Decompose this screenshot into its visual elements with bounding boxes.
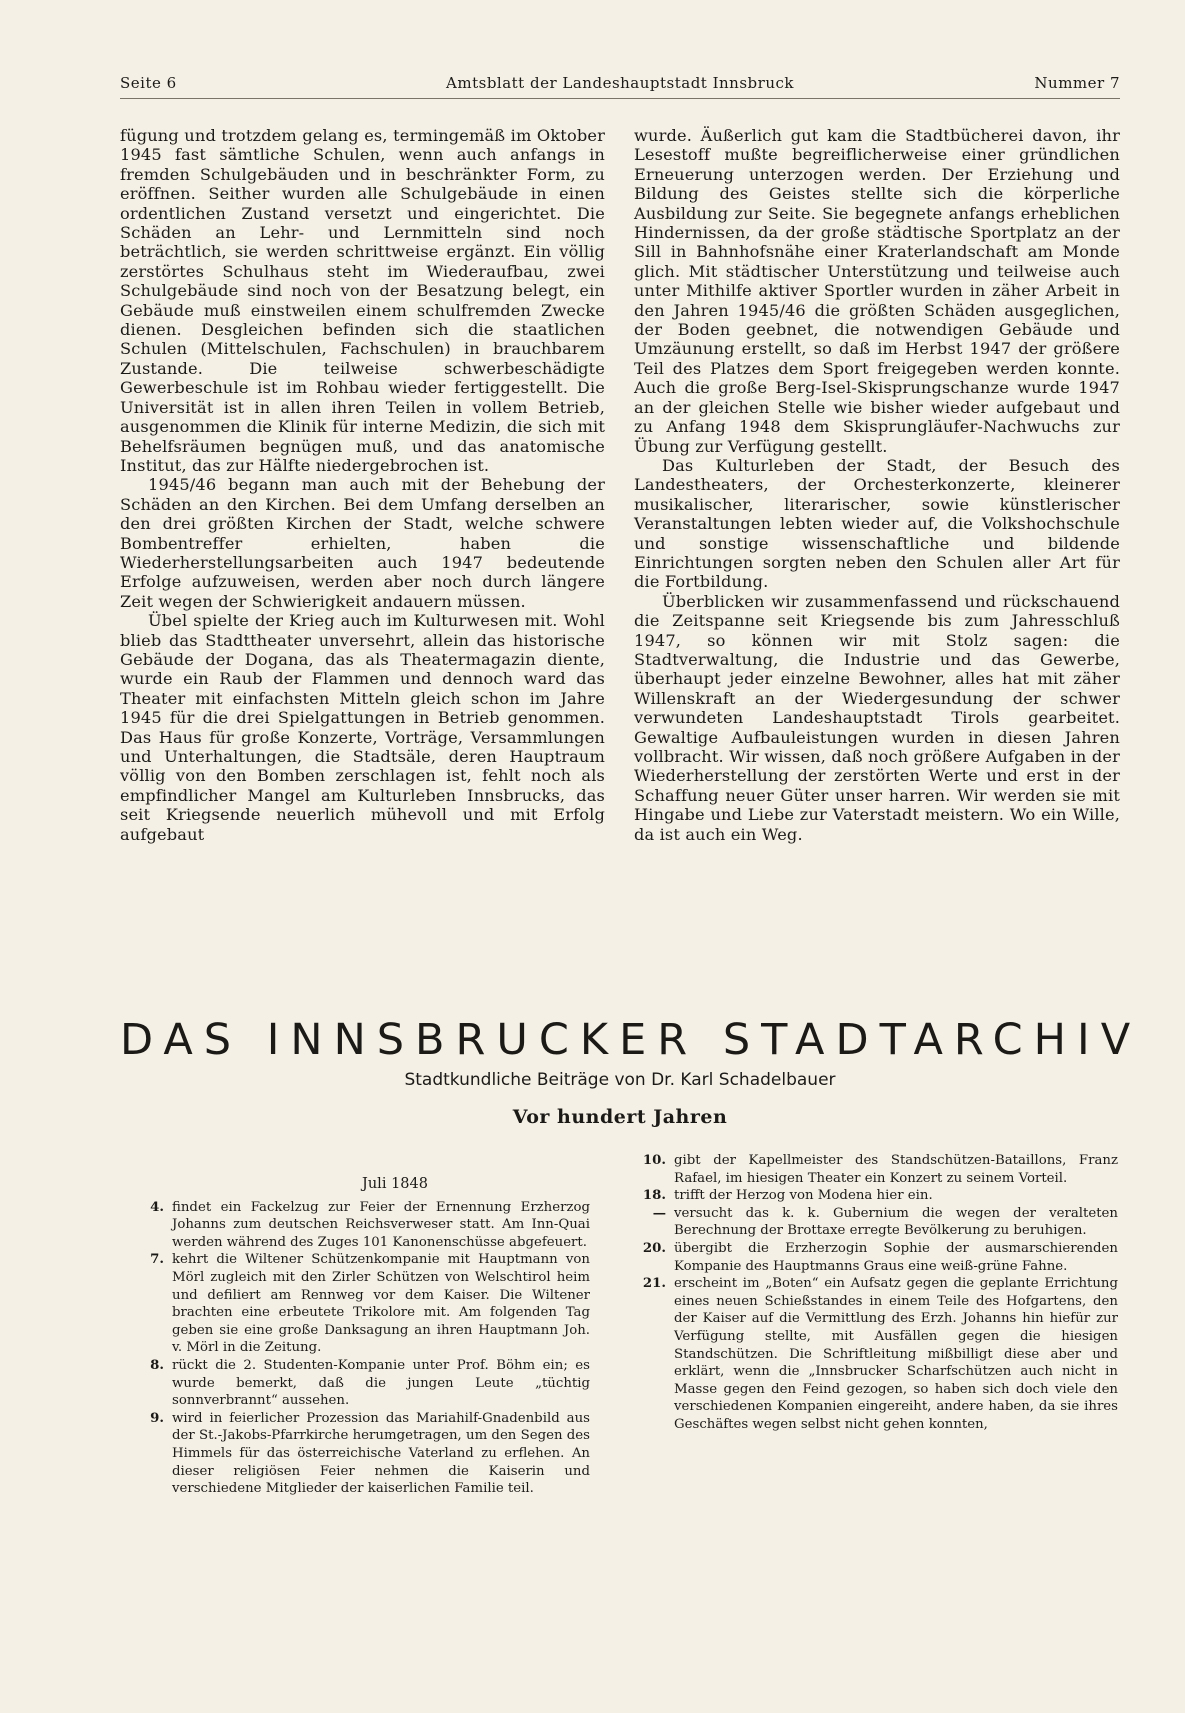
article-paragraph: Übel spielte der Krieg auch im Kulturwesen mit. Wohl blieb das Stadttheater unversehrt, allein das historische Gebäude der Dogana, das als Theatermagazin diente, wurde ein Raub der Flammen und dennoch ward das Theater mit einfachsten Mitteln gleich schon im Jahre 1945 für die drei Spielgattungen in Betrieb genommen. Das Haus für große Konzerte, Vorträge, Versammlungen und Unterhaltungen, die Stadtsäle, deren Hauptraum völlig von den Bomben zerschlagen ist, fehlt noch als empfindlicher Mangel am Kulturleben Innsbrucks, das seit Kriegsende neuerlich mühevoll und mit Erfolg aufgebaut xyxy=(120,611,605,844)
article-column-left xyxy=(120,126,605,844)
issue-number: Nummer 7 xyxy=(1034,74,1120,92)
entry-day: 8. xyxy=(150,1357,164,1373)
article-paragraph: Das Kulturleben der Stadt, der Besuch des Landestheaters, der Orchesterkonzerte, kleinerer musikalischer, literarischer, sowie künstlerischer Veranstaltungen lebten wieder auf, die Volkshochschule und sonstige wissenschaftliche und bildende Einrichtungen sorgten neben den Schulen aller Art für die Fortbildung. xyxy=(634,455,1120,592)
publication-title: Amtsblatt der Landeshauptstadt Innsbruck xyxy=(446,74,794,92)
entry-text: erscheint im „Boten“ ein Aufsatz gegen die geplante Errichtung eines neuen Schießstandes in einem Teile des Hofgartens, den der Kaiser auf die Vermittlung des Erzh. Johanns hin hiefür zur Verfügung stellte, mit Ausfällen gegen die hiesigen Standschützen. Die Schriftleitung mißbilligt diese aber und erklärt, wenn die „Innsbrucker Scharfschützen auch nicht in Masse gegen den Feind gezogen, so haben sich doch viele den verschiedenen Kompanien eingereiht, andere haben, da sie ihres Geschäftes wegen selbst nicht gehen konnten, xyxy=(674,1276,1118,1432)
entry-text: kehrt die Wiltener Schützenkompanie mit Hauptmann von Mörl zugleich mit den Zirler Schützen von Welschtirol heim und defiliert am Rennweg vor dem Kaiser. Die Wiltener brachten eine erbeutete Trikolore mit. Am folgenden Tag geben sie eine große Danksagung an ihren Hauptmann Joh. v. Mörl in die Zeitung. xyxy=(172,1252,590,1356)
chronicle-entry xyxy=(642,1152,1118,1187)
article-paragraph: fügung und trotzdem gelang es, termingemäß im Oktober 1945 fast sämtliche Schulen, wenn auch anfangs in fremden Schulgebäuden und in beschränkter Form, zu eröffnen. Seither wurden alle Schulgebäude in einen ordentlichen Zustand versetzt und eingerichtet. Die Schäden an Lehr- und Lernmitteln sind noch beträchtlich, sie werden schrittweise ergänzt. Ein völlig zerstörtes Schulhaus steht im Wiederaufbau, zwei Schulgebäude sind noch von der Besatzung belegt, ein Gebäude muß einstweilen einem schulfremden Zwecke dienen. Desgleichen befinden sich die staatlichen Schulen (Mittelschulen, Fachschulen) in brauchbarem Zustande. Die teilweise schwerbeschädigte Gewerbeschule ist im Rohbau wieder fertiggestellt. Die Universität ist in allen ihren Teilen in vollem Betrieb, ausgenommen die Klinik für interne Medizin, die sich mit Behelfsräumen begnügen muß, und das anatomische Institut, das zur Hälfte niedergebrochen ist. xyxy=(120,126,605,475)
chronicle-entry xyxy=(642,1275,1118,1433)
chronicle-entry xyxy=(642,1187,1118,1205)
article-paragraph: Überblicken wir zusammenfassend und rückschauend die Zeitspanne seit Kriegsende bis zum Jahresschluß 1947, so können wir mit Stolz sagen: die Stadtverwaltung, die Industrie und das Gewerbe, überhaupt jeder einzelne Bewohner, alles hat mit zäher Willenskraft an der Wiedergesundung der schwer verwundeten Landeshauptstadt Tirols gearbeitet. Gewaltige Aufbauleistungen wurden in diesen Jahren vollbracht. Wir wissen, daß noch größere Aufgaben in der Wiederherstellung der zerstörten Werte und erst in der Schaffung neuer Güter unser harren. Wir werden sie mit Hingabe und Liebe zur Vaterstadt meistern. Wo ein Wille, da ist auch ein Weg. xyxy=(634,591,1120,844)
chronicle-entry xyxy=(642,1205,1118,1240)
entry-day: 21. xyxy=(642,1276,666,1292)
header-rule xyxy=(120,98,1120,99)
article-paragraph: wurde. Äußerlich gut kam die Stadtbücherei davon, ihr Lesestoff mußte begreiflicherweise einer gründlichen Erneuerung unterzogen werden. Der Erziehung und Bildung des Geistes stellte sich die körperliche Ausbildung zur Seite. Sie begegnete anfangs erheblichen Hindernissen, da der große städtische Sportplatz an der Sill in Bahnhofsnähe einer Kraterlandschaft am Monde glich. Mit städtischer Unterstützung und teilweise auch unter Mithilfe aktiver Sportler wurden in zäher Arbeit in den Jahren 1945/46 die größten Schäden ausgeglichen, der Boden geebnet, die notwendigen Gebäude und Umzäunung erstellt, so daß im Herbst 1947 der größere Teil des Platzes dem Sport freigegeben werden konnte. Auch die große Berg-Isel-Skisprungschanze wurde 1947 an der gleichen Stelle wie bisher wieder aufgebaut und zu Anfang 1948 dem Skisprungläufer-Nachwuchs zur Übung zur Verfügung gestellt. xyxy=(634,126,1120,456)
section-heading: Vor hundert Jahren xyxy=(512,1106,728,1128)
entry-text: trifft der Herzog von Modena hier ein. xyxy=(674,1188,933,1204)
page-number: Seite 6 xyxy=(120,74,177,92)
entry-day: 9. xyxy=(150,1410,164,1426)
chronicle-entry xyxy=(140,1410,590,1498)
entry-day: 18. xyxy=(642,1188,666,1204)
archive-subtitle: Stadtkundliche Beiträge von Dr. Karl Schadelbauer xyxy=(404,1070,836,1090)
month-heading: Juli 1848 xyxy=(362,1176,428,1192)
chronicle-entry xyxy=(140,1251,590,1357)
page-header xyxy=(120,74,1120,96)
entry-day: 4. xyxy=(150,1199,164,1215)
entry-text: findet ein Fackelzug zur Feier der Ernennung Erzherzog Johanns zum deutschen Reichsverweser statt. Am Inn-Quai werden während des Zuges 101 Kanonenschüsse abgefeuert. xyxy=(172,1199,590,1250)
entry-text: gibt der Kapellmeister des Standschützen-Bataillons, Franz Rafael, im hiesigen Theater ein Konzert zu seinem Vorteil. xyxy=(674,1153,1118,1186)
chronicle-entry xyxy=(642,1240,1118,1275)
chronicle-entry xyxy=(140,1199,590,1252)
article-column-right xyxy=(634,126,1120,844)
entry-text: übergibt die Erzherzogin Sophie der ausmarschierenden Kompanie des Hauptmanns Graus eine weiß-grüne Fahne. xyxy=(674,1240,1118,1274)
chronicle-column-right xyxy=(642,1152,1118,1434)
entry-day: 7. xyxy=(150,1252,164,1268)
entry-text: rückt die 2. Studenten-Kompanie unter Prof. Böhm ein; es wurde bemerkt, daß die jungen Leute „tüchtig sonnverbrannt“ aussehen. xyxy=(172,1357,590,1409)
entry-day: 20. xyxy=(642,1240,666,1256)
chronicle-entry xyxy=(140,1357,590,1410)
chronicle-column-left xyxy=(140,1176,590,1498)
article-paragraph: 1945/46 begann man auch mit der Behebung der Schäden an den Kirchen. Bei dem Umfang derselben an den drei größten Kirchen der Stadt, welche schwere Bombentreffer erhielten, haben die Wiederherstellungsarbeiten auch 1947 bedeutende Erfolge aufzuweisen, werden aber noch durch längere Zeit wegen der Schwierigkeit andauern müssen. xyxy=(120,475,605,611)
entry-day: — xyxy=(652,1205,666,1221)
entry-text: wird in feierlicher Prozession das Mariahilf-Gnadenbild aus der St.-Jakobs-Pfarrkirche herumgetragen, um den Segen des Himmels für das österreichische Vaterland zu erflehen. An dieser religiösen Feier nehmen die Kaiserin und verschiedene Mitglieder der kaiserlichen Familie teil. xyxy=(172,1410,590,1497)
entry-text: versucht das k. k. Gubernium die wegen der veralteten Berechnung der Brottaxe erregte Bevölkerung zu beruhigen. xyxy=(674,1205,1118,1239)
entry-day: 10. xyxy=(642,1153,666,1168)
archive-title: DAS INNSBRUCKER STADTARCHIV xyxy=(120,1015,1142,1065)
